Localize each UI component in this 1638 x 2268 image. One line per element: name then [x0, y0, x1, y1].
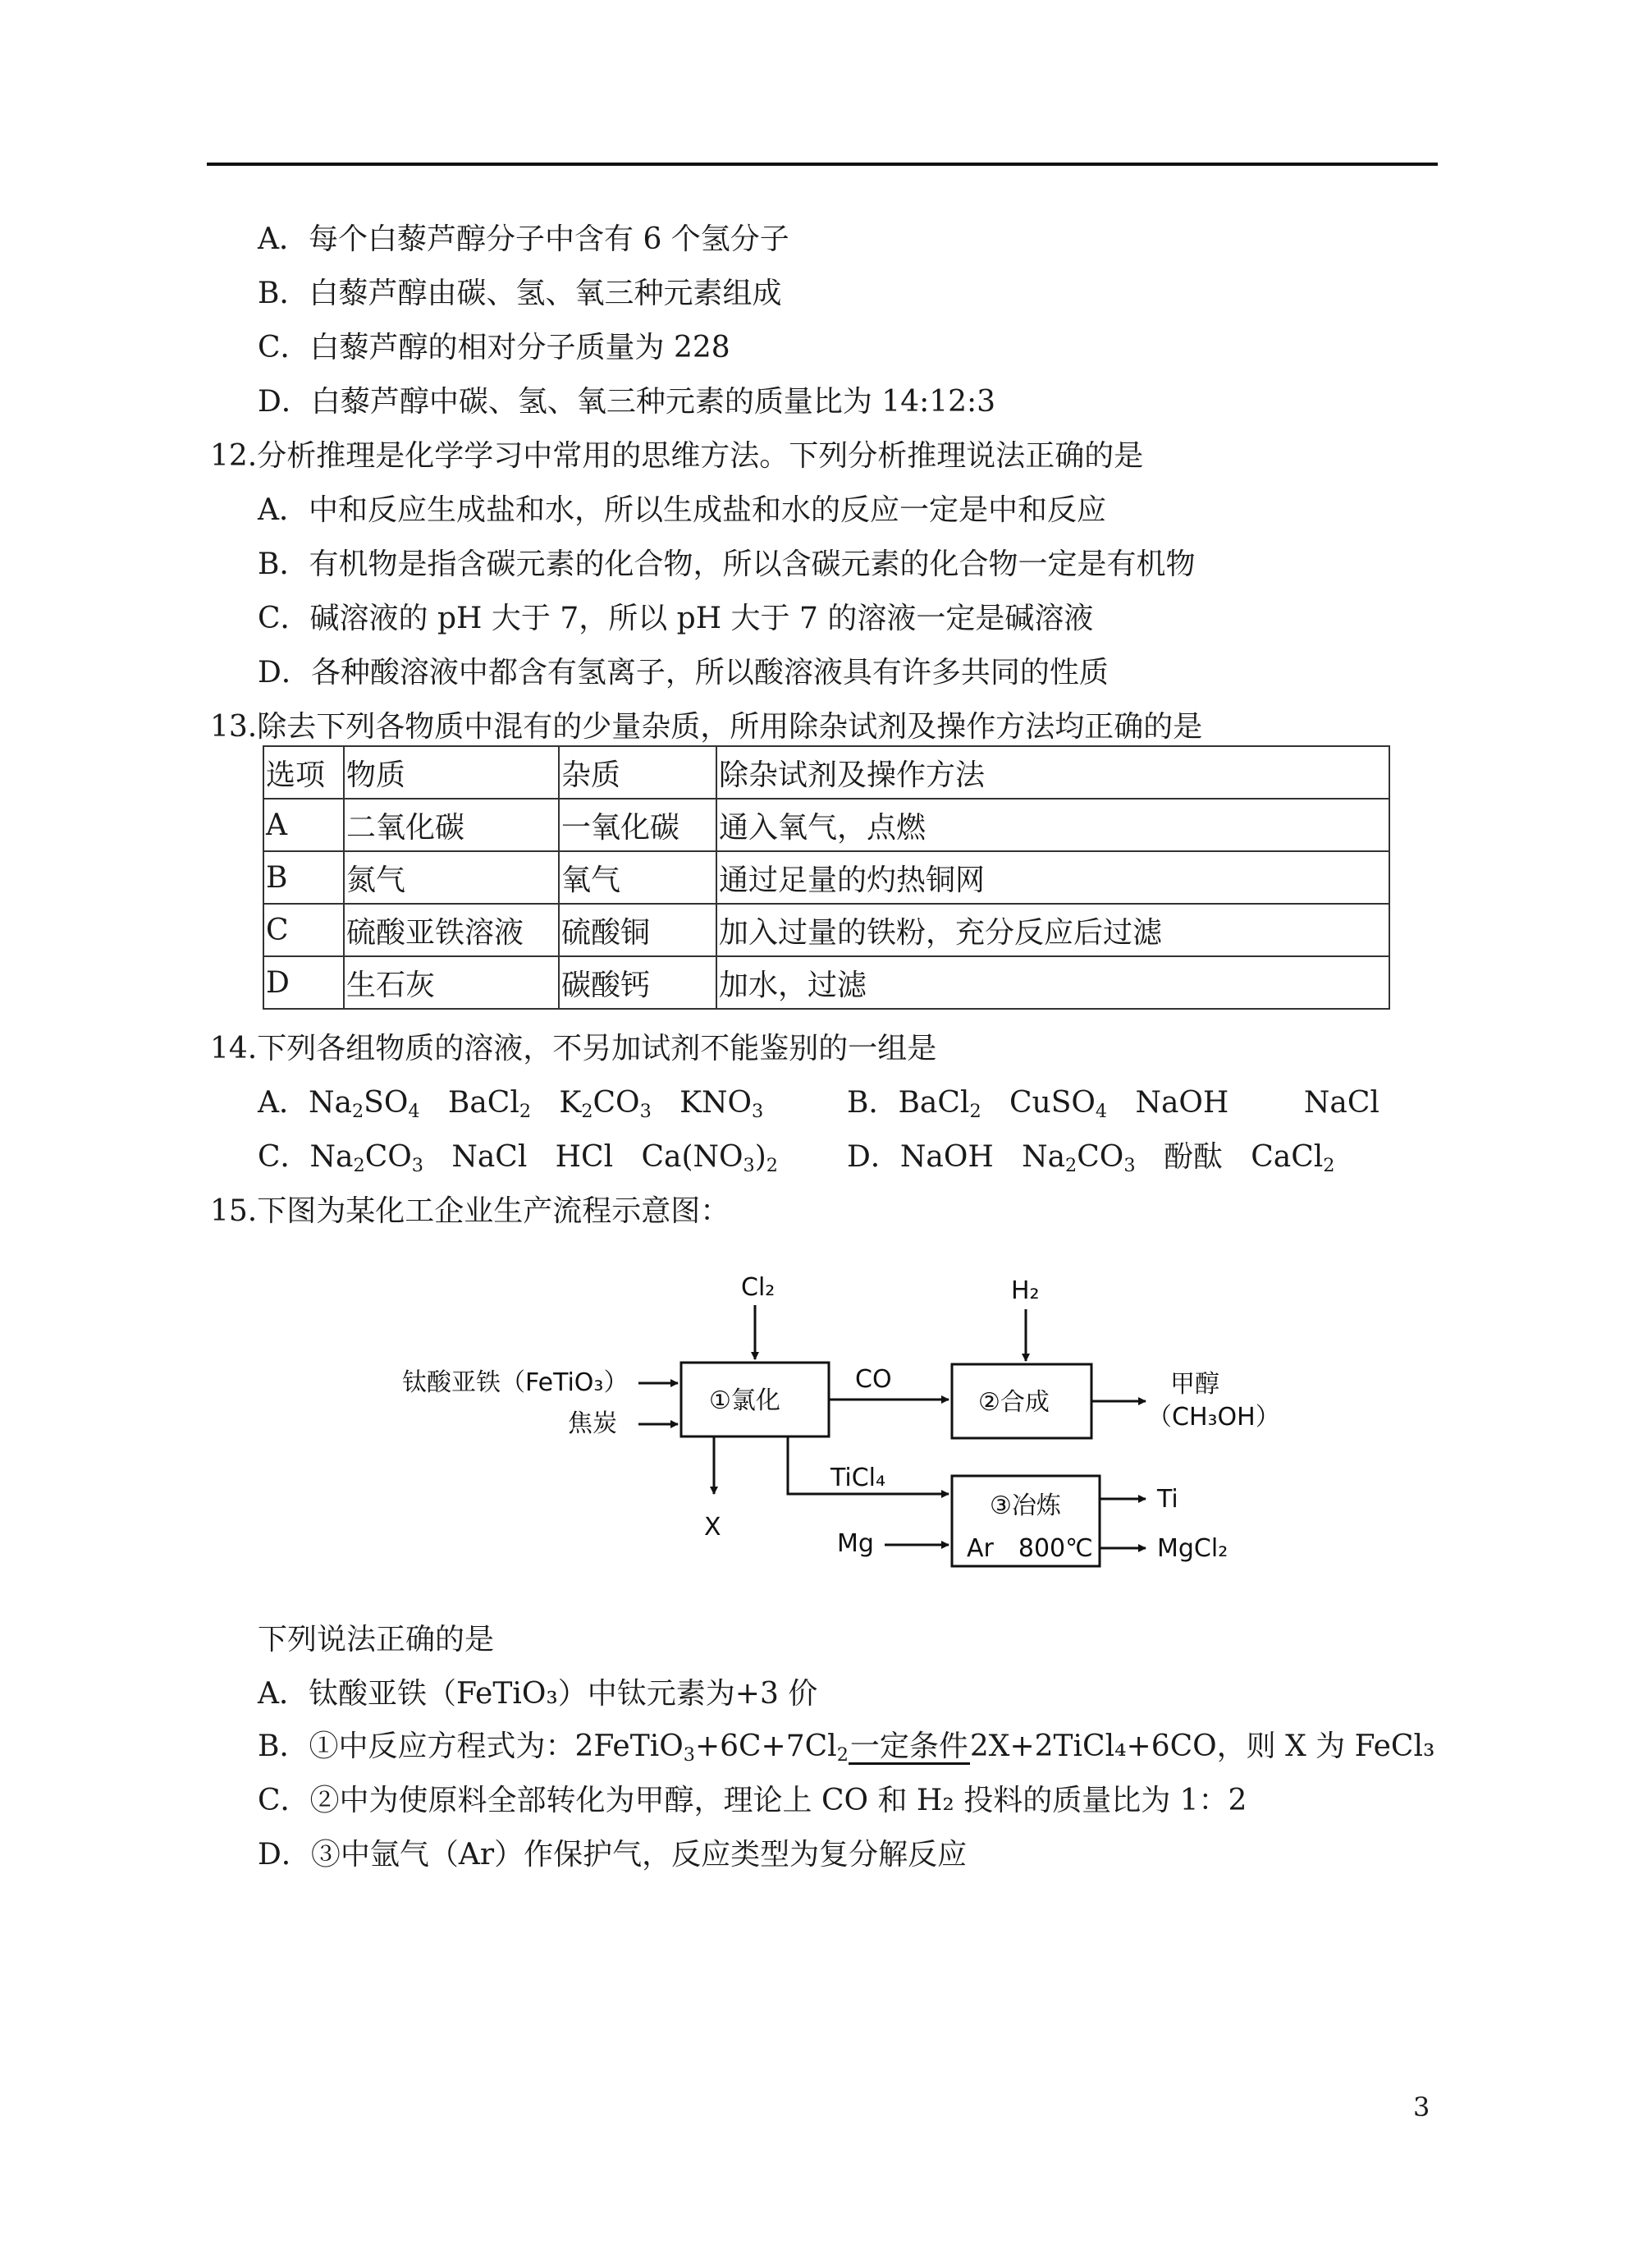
- table-row: [263, 904, 1389, 956]
- q13-stem: 13.除去下列各物质中混有的少量杂质，所用除杂试剂及操作方法均正确的是: [210, 710, 1203, 744]
- q12-option-c[interactable]: C．碱溶液的 pH 大于 7，所以 pH 大于 7 的溶液一定是碱溶液: [258, 602, 1094, 635]
- table-row: [263, 956, 1389, 1009]
- q11-option-b[interactable]: B．白藜芦醇由碳、氢、氧三种元素组成: [258, 277, 782, 310]
- page-number: 3: [1413, 2092, 1430, 2123]
- q15-option-c[interactable]: C．②中为使原料全部转化为甲醇，理论上 CO 和 H₂ 投料的质量比为 1：2: [258, 1784, 1247, 1817]
- q12-option-b[interactable]: B．有机物是指含碳元素的化合物，所以含碳元素的化合物一定是有机物: [258, 548, 1196, 581]
- methanol-label: 甲醇: [1170, 1370, 1219, 1399]
- cell-substance: 硫酸亚铁溶液: [344, 904, 559, 956]
- mgcl2-label: MgCl₂: [1157, 1534, 1228, 1563]
- cell-method: 通过足量的灼热铜网: [716, 851, 1389, 904]
- reaction-condition: 一定条件: [849, 1730, 968, 1763]
- cell-substance: 生石灰: [344, 956, 559, 1009]
- step1-label: ①氯化: [709, 1386, 780, 1415]
- cell-option: B: [263, 851, 344, 904]
- q14-option-d[interactable]: D．NaOH $Na_2CO_3$ 酚酞 CaCl$_2$: [847, 1140, 1335, 1177]
- q11-option-d[interactable]: D．白藜芦醇中碳、氢、氧三种元素的质量比为 14:12:3: [258, 385, 996, 419]
- q12-option-d[interactable]: D．各种酸溶液中都含有氢离子，所以酸溶液具有许多共同的性质: [258, 656, 1109, 690]
- cell-substance: 二氧化碳: [344, 799, 559, 851]
- co-label: CO: [855, 1365, 892, 1394]
- q12-option-a[interactable]: A．中和反应生成盐和水，所以生成盐和水的反应一定是中和反应: [258, 493, 1106, 527]
- cell-method: 加入过量的铁粉，充分反应后过滤: [716, 904, 1389, 956]
- cell-impurity: 硫酸铜: [559, 904, 716, 956]
- cell-impurity: 一氧化碳: [559, 799, 716, 851]
- cell-option: A: [263, 799, 344, 851]
- ti-label: Ti: [1157, 1485, 1178, 1514]
- header-substance: 物质: [344, 746, 559, 799]
- q15-stem: 15.下图为某化工企业生产流程示意图：: [210, 1194, 730, 1228]
- coke-label: 焦炭: [568, 1409, 617, 1438]
- table-row: [263, 799, 1389, 851]
- process-flow-diagram: [394, 1256, 1280, 1584]
- cl2-label: Cl₂: [741, 1273, 776, 1302]
- header-rule: [207, 163, 1438, 166]
- table-header-row: [263, 746, 1389, 799]
- cell-option: D: [263, 956, 344, 1009]
- mg-label: Mg: [837, 1529, 874, 1558]
- q12-stem: 12.分析推理是化学学习中常用的思维方法。下列分析推理说法正确的是: [210, 439, 1144, 473]
- step2-label: ②合成: [978, 1388, 1050, 1417]
- cell-method: 加水，过滤: [716, 956, 1389, 1009]
- q11-option-c[interactable]: C．白藜芦醇的相对分子质量为 228: [258, 331, 730, 364]
- q15-option-a[interactable]: A．钛酸亚铁（FeTiO₃）中钛元素为+3 价: [258, 1677, 818, 1711]
- cell-substance: 氮气: [344, 851, 559, 904]
- ticl4-label: TiCl₄: [830, 1464, 886, 1492]
- x-label: X: [704, 1513, 721, 1542]
- conditions-label: Ar 800℃: [967, 1534, 1093, 1563]
- cell-method: 通入氧气，点燃: [716, 799, 1389, 851]
- h2-label: H₂: [1011, 1276, 1040, 1305]
- feedstock-label: 钛酸亚铁（FeTiO₃）: [402, 1368, 629, 1397]
- q11-option-a[interactable]: A．每个白藜芦醇分子中含有 6 个氢分子: [258, 222, 789, 256]
- impurity-table: [263, 745, 1390, 1010]
- q14-option-a[interactable]: A．$Na_2SO_4$ BaCl$_2$ $K_2CO_3$ $KNO_3$: [258, 1086, 764, 1123]
- q15-option-b[interactable]: B．①中反应方程式为：$2FeTiO_3+6C+7Cl_2$ 一定条件 2X+2TiCl₄+6CO，则 X 为 FeCl₃: [258, 1730, 1435, 1766]
- cell-option: C: [263, 904, 344, 956]
- q15-option-d[interactable]: D．③中氩气（Ar）作保护气，反应类型为复分解反应: [258, 1838, 968, 1872]
- q15-prompt: 下列说法正确的是: [258, 1623, 495, 1656]
- header-impurity: 杂质: [559, 746, 716, 799]
- header-option: 选项: [263, 746, 344, 799]
- q14-stem: 14.下列各组物质的溶液，不另加试剂不能鉴别的一组是: [210, 1032, 937, 1065]
- q14-option-b[interactable]: B．BaCl$_2$ CuSO$_4$ NaOH NaCl: [847, 1086, 1379, 1123]
- q14-option-c[interactable]: C．$Na_2CO_3$ NaCl HCl $Ca(NO_3)_2$: [258, 1140, 778, 1177]
- cell-impurity: 碳酸钙: [559, 956, 716, 1009]
- table-row: [263, 851, 1389, 904]
- cell-impurity: 氧气: [559, 851, 716, 904]
- methanol-formula: （CH₃OH）: [1147, 1403, 1280, 1432]
- header-method: 除杂试剂及操作方法: [716, 746, 1389, 799]
- step3-label: ③冶炼: [990, 1491, 1061, 1520]
